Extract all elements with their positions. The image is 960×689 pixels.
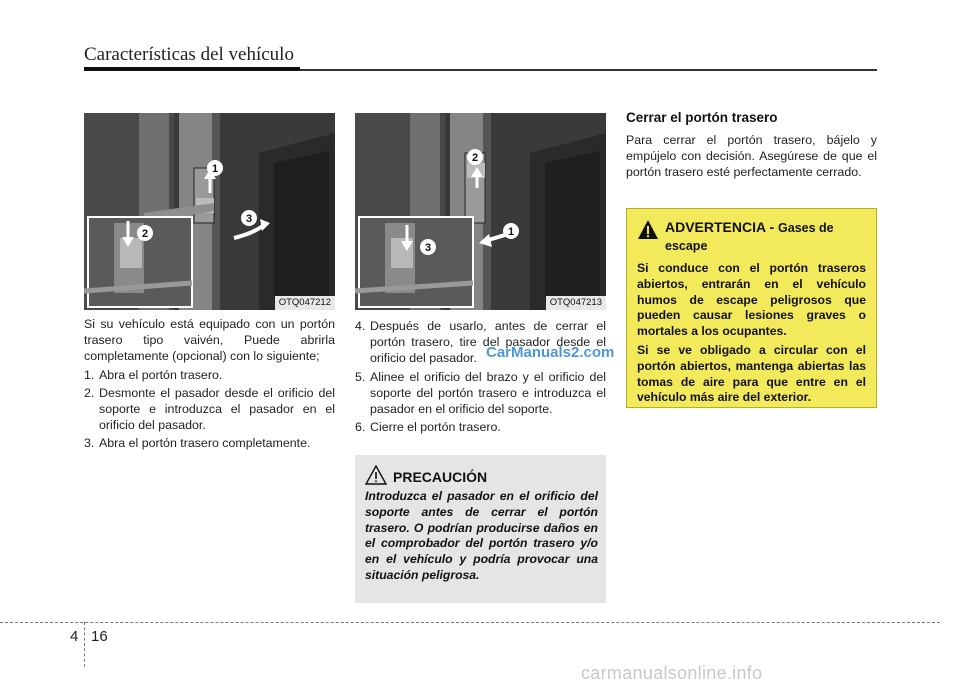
callout-2-icon	[467, 149, 483, 165]
header-rule-thick	[84, 67, 300, 71]
figure-tailgate-open	[84, 113, 335, 310]
page-header-title: Características del vehículo	[84, 44, 294, 65]
step-number: 1.	[84, 367, 95, 382]
watermark-link[interactable]: CarManuals2.com	[486, 344, 615, 361]
list-item	[355, 369, 606, 418]
step-number: 6.	[355, 420, 366, 435]
warning-paragraph: Si conduce con el portón traseros abiertos, entrarán en el vehículo humos de escape peligrosos que pueden causar lesiones graves o mortales a los ocupantes.	[637, 261, 866, 339]
caution-title-row	[365, 465, 598, 485]
caution-title: PRECAUCIÓN	[393, 469, 488, 485]
list-item	[355, 419, 606, 435]
callout-2-icon	[137, 225, 153, 241]
warning-title-main: ADVERTENCIA -	[665, 219, 775, 235]
step-text: Cierre el portón trasero.	[370, 420, 501, 435]
svg-text:2: 2	[471, 152, 479, 164]
section-heading: Cerrar el portón trasero	[626, 110, 778, 125]
step-number: 4.	[355, 319, 366, 333]
page-number: 16	[91, 628, 108, 645]
list-item	[84, 385, 335, 434]
step-text: Abra el portón trasero completamente.	[99, 436, 311, 451]
tailgate-hinge-illustration	[84, 113, 335, 310]
header-rule-thin	[300, 69, 877, 71]
figure-caption: OTQ047212	[275, 296, 335, 310]
warning-paragraph: Si se ve obligado a circular con el portón abiertos, mantenga abiertas las tomas de aire para que entre en el vehículo más aire del exterior.	[637, 342, 866, 405]
footer-divider	[84, 622, 85, 667]
figure-caption: OTQ047213	[546, 296, 606, 310]
list-item	[84, 435, 335, 451]
warning-box	[626, 208, 877, 408]
caution-box	[355, 455, 606, 603]
step-number: 5.	[355, 369, 366, 384]
warning-title-sub: Gases de escape	[665, 221, 834, 253]
chapter-number: 4	[70, 628, 79, 645]
column-2-text	[355, 316, 606, 437]
svg-text:1: 1	[507, 226, 515, 238]
watermark-link[interactable]: carmanualsonline.info	[581, 663, 763, 683]
warning-triangle-icon	[637, 219, 659, 241]
warning-title-row	[637, 219, 866, 255]
svg-text:3: 3	[245, 213, 253, 225]
svg-text:3: 3	[424, 242, 432, 254]
svg-text:1: 1	[211, 163, 219, 175]
list-item	[84, 367, 335, 383]
step-number: 3.	[84, 436, 95, 451]
step-number: 2.	[84, 385, 95, 400]
tailgate-hinge-illustration	[355, 113, 606, 310]
svg-text:2: 2	[141, 228, 149, 240]
callout-3-icon	[420, 239, 436, 255]
figure-tailgate-close	[355, 113, 606, 310]
intro-paragraph: Si su vehículo está equipado con un portón trasero tipo vaivén, Puede abrirla completamente (opcional) con lo siguiente;	[84, 317, 335, 364]
callout-1-icon	[503, 223, 519, 239]
step-text: Después de usarlo, antes de cerrar el portón trasero, tire del pasador desde el orificio del pasador.	[370, 319, 606, 366]
warning-title	[665, 219, 866, 255]
column-1-text	[84, 316, 335, 454]
step-text: Desmonte el pasador desde el orificio del soporte e introduzca el pasador en el orificio del pasador.	[99, 385, 335, 433]
step-text: Alinee el orificio del brazo y el orificio del soporte del portón trasero e introduzca el pasador en el orificio del soporte.	[370, 369, 606, 417]
caution-triangle-icon	[365, 465, 387, 485]
footer-rule	[0, 622, 940, 623]
callout-1-icon	[207, 160, 223, 176]
callout-3-icon	[241, 210, 257, 226]
step-text: Abra el portón trasero.	[99, 367, 223, 382]
caution-body: Introduzca el pasador en el orificio del soporte antes de cerrar el portón trasero. O podrían producirse daños en el comprobador del portón trasero y/o en el vehículo y podría provocar una situación peligrosa.	[365, 489, 598, 582]
section-body: Para cerrar el portón trasero, bájelo y empújelo con decisión. Asegúrese de que el portón trasero esté perfectamente cerrado.	[626, 133, 877, 180]
